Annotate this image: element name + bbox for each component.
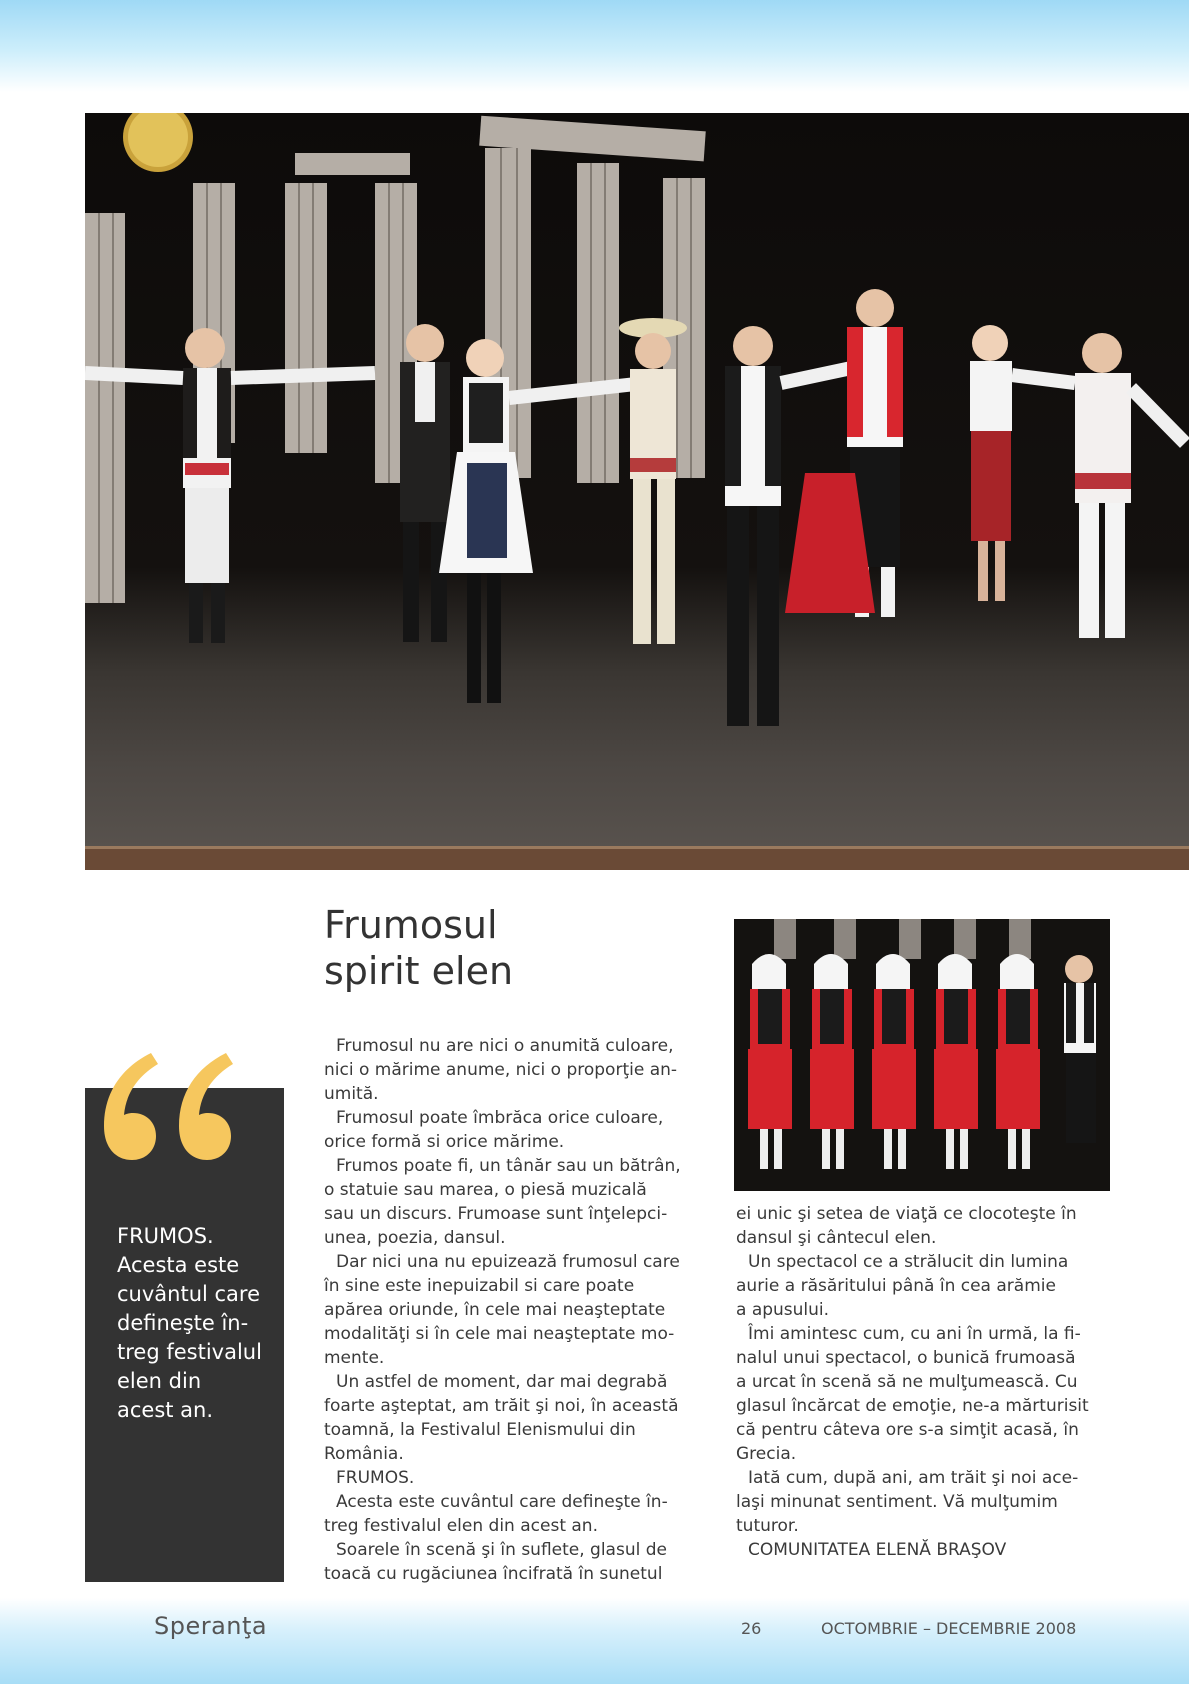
article-left-text-line: Frumos poate fi, un tânăr sau un bătrân, bbox=[336, 1156, 681, 1176]
article-right-text-line: Iată cum, după ani, am trăit şi noi ace- bbox=[748, 1468, 1079, 1488]
article-left-text-line: Acesta este cuvântul care defineşte în- bbox=[336, 1492, 668, 1512]
small-photo-illustration bbox=[734, 919, 1110, 1191]
article-left-text-line: Frumosul nu are nici o anumită culoare, bbox=[336, 1036, 674, 1056]
bottom-footer-band bbox=[0, 1598, 1189, 1684]
article-left-text-line: toacă cu rugăciunea încifrată în sunetul bbox=[324, 1564, 663, 1584]
article-right-text-line: Grecia. bbox=[736, 1444, 797, 1464]
article-left-text-line: Frumosul poate îmbrăca orice culoare, bbox=[336, 1108, 664, 1128]
article-left-text-line: apărea oriunde, în cele mai neaşteptate bbox=[324, 1300, 666, 1320]
article-left-text-line: modalităţi si în cele mai neaşteptate mo- bbox=[324, 1324, 675, 1344]
article-left-text-line: în sine este inepuizabil si care poate bbox=[324, 1276, 635, 1296]
article-right-text-line: aurie a răsăritului până în cea arămie bbox=[736, 1276, 1056, 1296]
footer-magazine-name: Speranţa bbox=[154, 1612, 268, 1640]
article-title: Frumosul spirit elen bbox=[324, 903, 514, 993]
article-right-text-line: nalul unui spectacol, o bunică frumoasă bbox=[736, 1348, 1076, 1368]
article-right-text-line: glasul încărcat de emoţie, ne-a mărturisit bbox=[736, 1396, 1089, 1416]
article-right-text-line: Un spectacol ce a strălucit din lumina bbox=[748, 1252, 1069, 1272]
article-left-text-line: nici o mărime anume, nici o proporţie an- bbox=[324, 1060, 678, 1080]
hero-photo-illustration bbox=[85, 113, 1189, 870]
article-left-text-line: Un astfel de moment, dar mai degrabă bbox=[336, 1372, 668, 1392]
article-left-text-line: treg festivalul elen din acest an. bbox=[324, 1516, 598, 1536]
article-right-text-line: Îmi amintesc cum, cu ani în urmă, la fi- bbox=[748, 1324, 1081, 1344]
article-left-text-line: umită. bbox=[324, 1084, 379, 1104]
quote-mark-icon bbox=[96, 1048, 246, 1188]
article-right-text-line: că pentru câteva ore s-a simţit acasă, în bbox=[736, 1420, 1079, 1440]
article-left-text-line: mente. bbox=[324, 1348, 385, 1368]
article-left-text-line: unea, poezia, dansul. bbox=[324, 1228, 506, 1248]
article-left-text-line: Soarele în scenă şi în suflete, glasul de bbox=[336, 1540, 667, 1560]
footer-page-number: 26 bbox=[741, 1619, 762, 1638]
article-column-left bbox=[324, 1034, 694, 1586]
article-left-text-line: Dar nici una nu epuizează frumosul care bbox=[336, 1252, 680, 1272]
article-signature: COMUNITATEA ELENĂ BRAŞOV bbox=[748, 1540, 1007, 1560]
article-left-text-line: toamnă, la Festivalul Elenismului din bbox=[324, 1420, 636, 1440]
article-right-text-line: a urcat în scenă să ne mulţumească. Cu bbox=[736, 1372, 1078, 1392]
article-left-text-line: România. bbox=[324, 1444, 404, 1464]
article-right-text-line: laşi minunat sentiment. Vă mulţumim bbox=[736, 1492, 1058, 1512]
article-right-text-line: dansul şi cântecul elen. bbox=[736, 1228, 937, 1248]
pull-quote-text: FRUMOS. Acesta este cuvântul care defineşte în- treg festivalul elen din acest an. bbox=[117, 1224, 262, 1422]
footer-issue-date: OCTOMBRIE – DECEMBRIE 2008 bbox=[821, 1619, 1077, 1638]
small-photo-dancers bbox=[734, 919, 1110, 1191]
article-right-text-line: ei unic şi setea de viaţă ce clocoteşte în bbox=[736, 1204, 1077, 1224]
hero-photo-dancers bbox=[85, 113, 1189, 870]
article-right-text-line: a apusului. bbox=[736, 1300, 830, 1320]
article-left-text-line: FRUMOS. bbox=[336, 1468, 415, 1488]
article-left-text-line: sau un discurs. Frumoase sunt înţelepci- bbox=[324, 1204, 668, 1224]
article-column-right bbox=[736, 1202, 1106, 1562]
article-left-text-line: foarte aşteptat, am trăit şi noi, în această bbox=[324, 1396, 679, 1416]
article-right-text-line: tuturor. bbox=[736, 1516, 799, 1536]
article-left-text-line: o statuie sau marea, o piesă muzicală bbox=[324, 1180, 647, 1200]
article-left-text-line: orice formă si orice mărime. bbox=[324, 1132, 565, 1152]
top-header-band bbox=[0, 0, 1189, 92]
